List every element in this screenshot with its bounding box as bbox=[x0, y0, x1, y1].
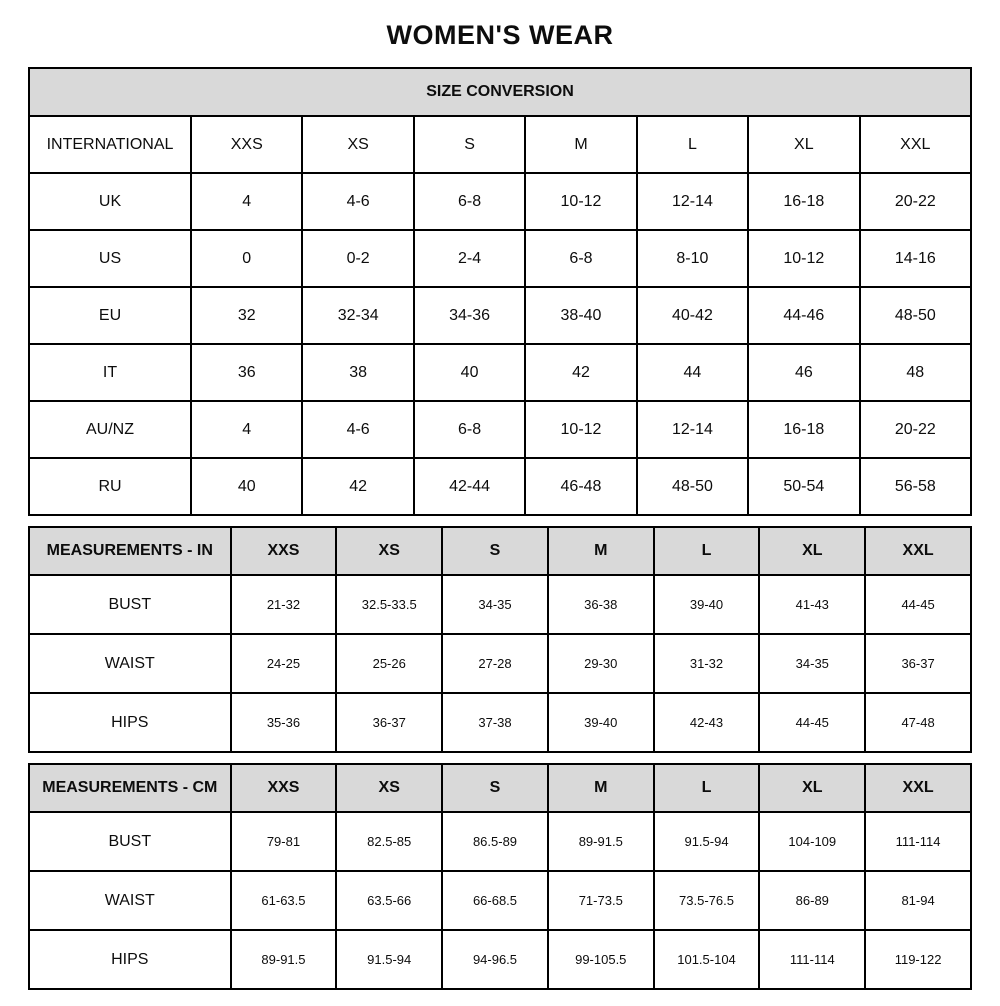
value-cell: 42-43 bbox=[654, 693, 760, 752]
value-cell: 40 bbox=[414, 344, 525, 401]
value-cell: 31-32 bbox=[654, 634, 760, 693]
table-row bbox=[29, 230, 971, 287]
value-cell: XXL bbox=[860, 116, 971, 173]
value-cell: 16-18 bbox=[748, 173, 859, 230]
value-cell: 42 bbox=[525, 344, 636, 401]
value-cell: 42-44 bbox=[414, 458, 525, 515]
size-header-cell: XS bbox=[336, 764, 442, 812]
row-label: HIPS bbox=[29, 693, 231, 752]
value-cell: 6-8 bbox=[414, 173, 525, 230]
value-cell: 99-105.5 bbox=[548, 930, 654, 989]
value-cell: 12-14 bbox=[637, 173, 748, 230]
value-cell: 4-6 bbox=[302, 401, 413, 458]
value-cell: 50-54 bbox=[748, 458, 859, 515]
size-header-cell: S bbox=[442, 764, 548, 812]
value-cell: 46 bbox=[748, 344, 859, 401]
table-row bbox=[29, 812, 971, 871]
table-title: SIZE CONVERSION bbox=[29, 68, 971, 116]
value-cell: 36-37 bbox=[336, 693, 442, 752]
value-cell: 20-22 bbox=[860, 401, 971, 458]
value-cell: 46-48 bbox=[525, 458, 636, 515]
value-cell: 40 bbox=[191, 458, 302, 515]
value-cell: 48-50 bbox=[637, 458, 748, 515]
measurements-cm-table bbox=[28, 763, 972, 990]
table-row bbox=[29, 287, 971, 344]
value-cell: 16-18 bbox=[748, 401, 859, 458]
row-label: BUST bbox=[29, 575, 231, 634]
value-cell: 36 bbox=[191, 344, 302, 401]
value-cell: 0 bbox=[191, 230, 302, 287]
table-row bbox=[29, 575, 971, 634]
row-label: WAIST bbox=[29, 871, 231, 930]
value-cell: 94-96.5 bbox=[442, 930, 548, 989]
value-cell: 82.5-85 bbox=[336, 812, 442, 871]
size-header-cell: M bbox=[548, 764, 654, 812]
row-label: INTERNATIONAL bbox=[29, 116, 191, 173]
value-cell: 86-89 bbox=[759, 871, 865, 930]
value-cell: 89-91.5 bbox=[548, 812, 654, 871]
value-cell: 4-6 bbox=[302, 173, 413, 230]
size-header-cell: XXS bbox=[231, 764, 337, 812]
value-cell: 91.5-94 bbox=[654, 812, 760, 871]
row-label: AU/NZ bbox=[29, 401, 191, 458]
size-header-cell: S bbox=[442, 527, 548, 575]
value-cell: 36-37 bbox=[865, 634, 971, 693]
size-header-cell: M bbox=[548, 527, 654, 575]
value-cell: 10-12 bbox=[748, 230, 859, 287]
value-cell: 40-42 bbox=[637, 287, 748, 344]
table-row bbox=[29, 693, 971, 752]
table-header-row bbox=[29, 527, 971, 575]
value-cell: 37-38 bbox=[442, 693, 548, 752]
page-title: WOMEN'S WEAR bbox=[386, 20, 614, 50]
value-cell: 0-2 bbox=[302, 230, 413, 287]
table-row bbox=[29, 458, 971, 515]
size-header-cell: L bbox=[654, 527, 760, 575]
value-cell: 63.5-66 bbox=[336, 871, 442, 930]
value-cell: 66-68.5 bbox=[442, 871, 548, 930]
value-cell: 2-4 bbox=[414, 230, 525, 287]
value-cell: 34-35 bbox=[759, 634, 865, 693]
value-cell: 12-14 bbox=[637, 401, 748, 458]
row-label: EU bbox=[29, 287, 191, 344]
value-cell: 4 bbox=[191, 401, 302, 458]
value-cell: 32.5-33.5 bbox=[336, 575, 442, 634]
size-header-cell: XXL bbox=[865, 527, 971, 575]
size-header-cell: XL bbox=[759, 764, 865, 812]
row-label: US bbox=[29, 230, 191, 287]
value-cell: 36-38 bbox=[548, 575, 654, 634]
value-cell: 119-122 bbox=[865, 930, 971, 989]
value-cell: 48 bbox=[860, 344, 971, 401]
value-cell: 91.5-94 bbox=[336, 930, 442, 989]
value-cell: 41-43 bbox=[759, 575, 865, 634]
size-header-cell: XL bbox=[759, 527, 865, 575]
value-cell: 8-10 bbox=[637, 230, 748, 287]
table-row bbox=[29, 401, 971, 458]
value-cell: 104-109 bbox=[759, 812, 865, 871]
row-label: RU bbox=[29, 458, 191, 515]
value-cell: 20-22 bbox=[860, 173, 971, 230]
value-cell: XS bbox=[302, 116, 413, 173]
value-cell: 44-45 bbox=[759, 693, 865, 752]
value-cell: 38-40 bbox=[525, 287, 636, 344]
value-cell: 24-25 bbox=[231, 634, 337, 693]
value-cell: 32 bbox=[191, 287, 302, 344]
row-label: WAIST bbox=[29, 634, 231, 693]
value-cell: 6-8 bbox=[525, 230, 636, 287]
table-row bbox=[29, 344, 971, 401]
measurements-in-table bbox=[28, 526, 972, 753]
value-cell: M bbox=[525, 116, 636, 173]
table-row bbox=[29, 173, 971, 230]
value-cell: 44-45 bbox=[865, 575, 971, 634]
value-cell: 44-46 bbox=[748, 287, 859, 344]
row-label: BUST bbox=[29, 812, 231, 871]
value-cell: 35-36 bbox=[231, 693, 337, 752]
value-cell: 111-114 bbox=[865, 812, 971, 871]
value-cell: 21-32 bbox=[231, 575, 337, 634]
size-header-cell: XXS bbox=[231, 527, 337, 575]
value-cell: 56-58 bbox=[860, 458, 971, 515]
size-header-cell: XXL bbox=[865, 764, 971, 812]
value-cell: 39-40 bbox=[548, 693, 654, 752]
value-cell: 42 bbox=[302, 458, 413, 515]
value-cell: XXS bbox=[191, 116, 302, 173]
value-cell: 25-26 bbox=[336, 634, 442, 693]
value-cell: 10-12 bbox=[525, 173, 636, 230]
value-cell: 86.5-89 bbox=[442, 812, 548, 871]
value-cell: 71-73.5 bbox=[548, 871, 654, 930]
value-cell: L bbox=[637, 116, 748, 173]
value-cell: 81-94 bbox=[865, 871, 971, 930]
value-cell: 10-12 bbox=[525, 401, 636, 458]
row-label: IT bbox=[29, 344, 191, 401]
table-header-row bbox=[29, 68, 971, 116]
value-cell: 79-81 bbox=[231, 812, 337, 871]
value-cell: 29-30 bbox=[548, 634, 654, 693]
value-cell: 38 bbox=[302, 344, 413, 401]
value-cell: 73.5-76.5 bbox=[654, 871, 760, 930]
table-header-row bbox=[29, 764, 971, 812]
table-title: MEASUREMENTS - CM bbox=[29, 764, 231, 812]
table-row bbox=[29, 634, 971, 693]
value-cell: 89-91.5 bbox=[231, 930, 337, 989]
value-cell: 6-8 bbox=[414, 401, 525, 458]
value-cell: 44 bbox=[637, 344, 748, 401]
value-cell: 61-63.5 bbox=[231, 871, 337, 930]
value-cell: 39-40 bbox=[654, 575, 760, 634]
value-cell: 101.5-104 bbox=[654, 930, 760, 989]
value-cell: 27-28 bbox=[442, 634, 548, 693]
size-header-cell: XS bbox=[336, 527, 442, 575]
table-row bbox=[29, 930, 971, 989]
row-label: UK bbox=[29, 173, 191, 230]
value-cell: 32-34 bbox=[302, 287, 413, 344]
size-conversion-table bbox=[28, 67, 972, 516]
size-header-cell: L bbox=[654, 764, 760, 812]
value-cell: 4 bbox=[191, 173, 302, 230]
value-cell: 14-16 bbox=[860, 230, 971, 287]
value-cell: 47-48 bbox=[865, 693, 971, 752]
table-row bbox=[29, 871, 971, 930]
value-cell: S bbox=[414, 116, 525, 173]
value-cell: 48-50 bbox=[860, 287, 971, 344]
table-title: MEASUREMENTS - IN bbox=[29, 527, 231, 575]
value-cell: 34-35 bbox=[442, 575, 548, 634]
value-cell: XL bbox=[748, 116, 859, 173]
row-label: HIPS bbox=[29, 930, 231, 989]
value-cell: 111-114 bbox=[759, 930, 865, 989]
table-row bbox=[29, 116, 971, 173]
value-cell: 34-36 bbox=[414, 287, 525, 344]
